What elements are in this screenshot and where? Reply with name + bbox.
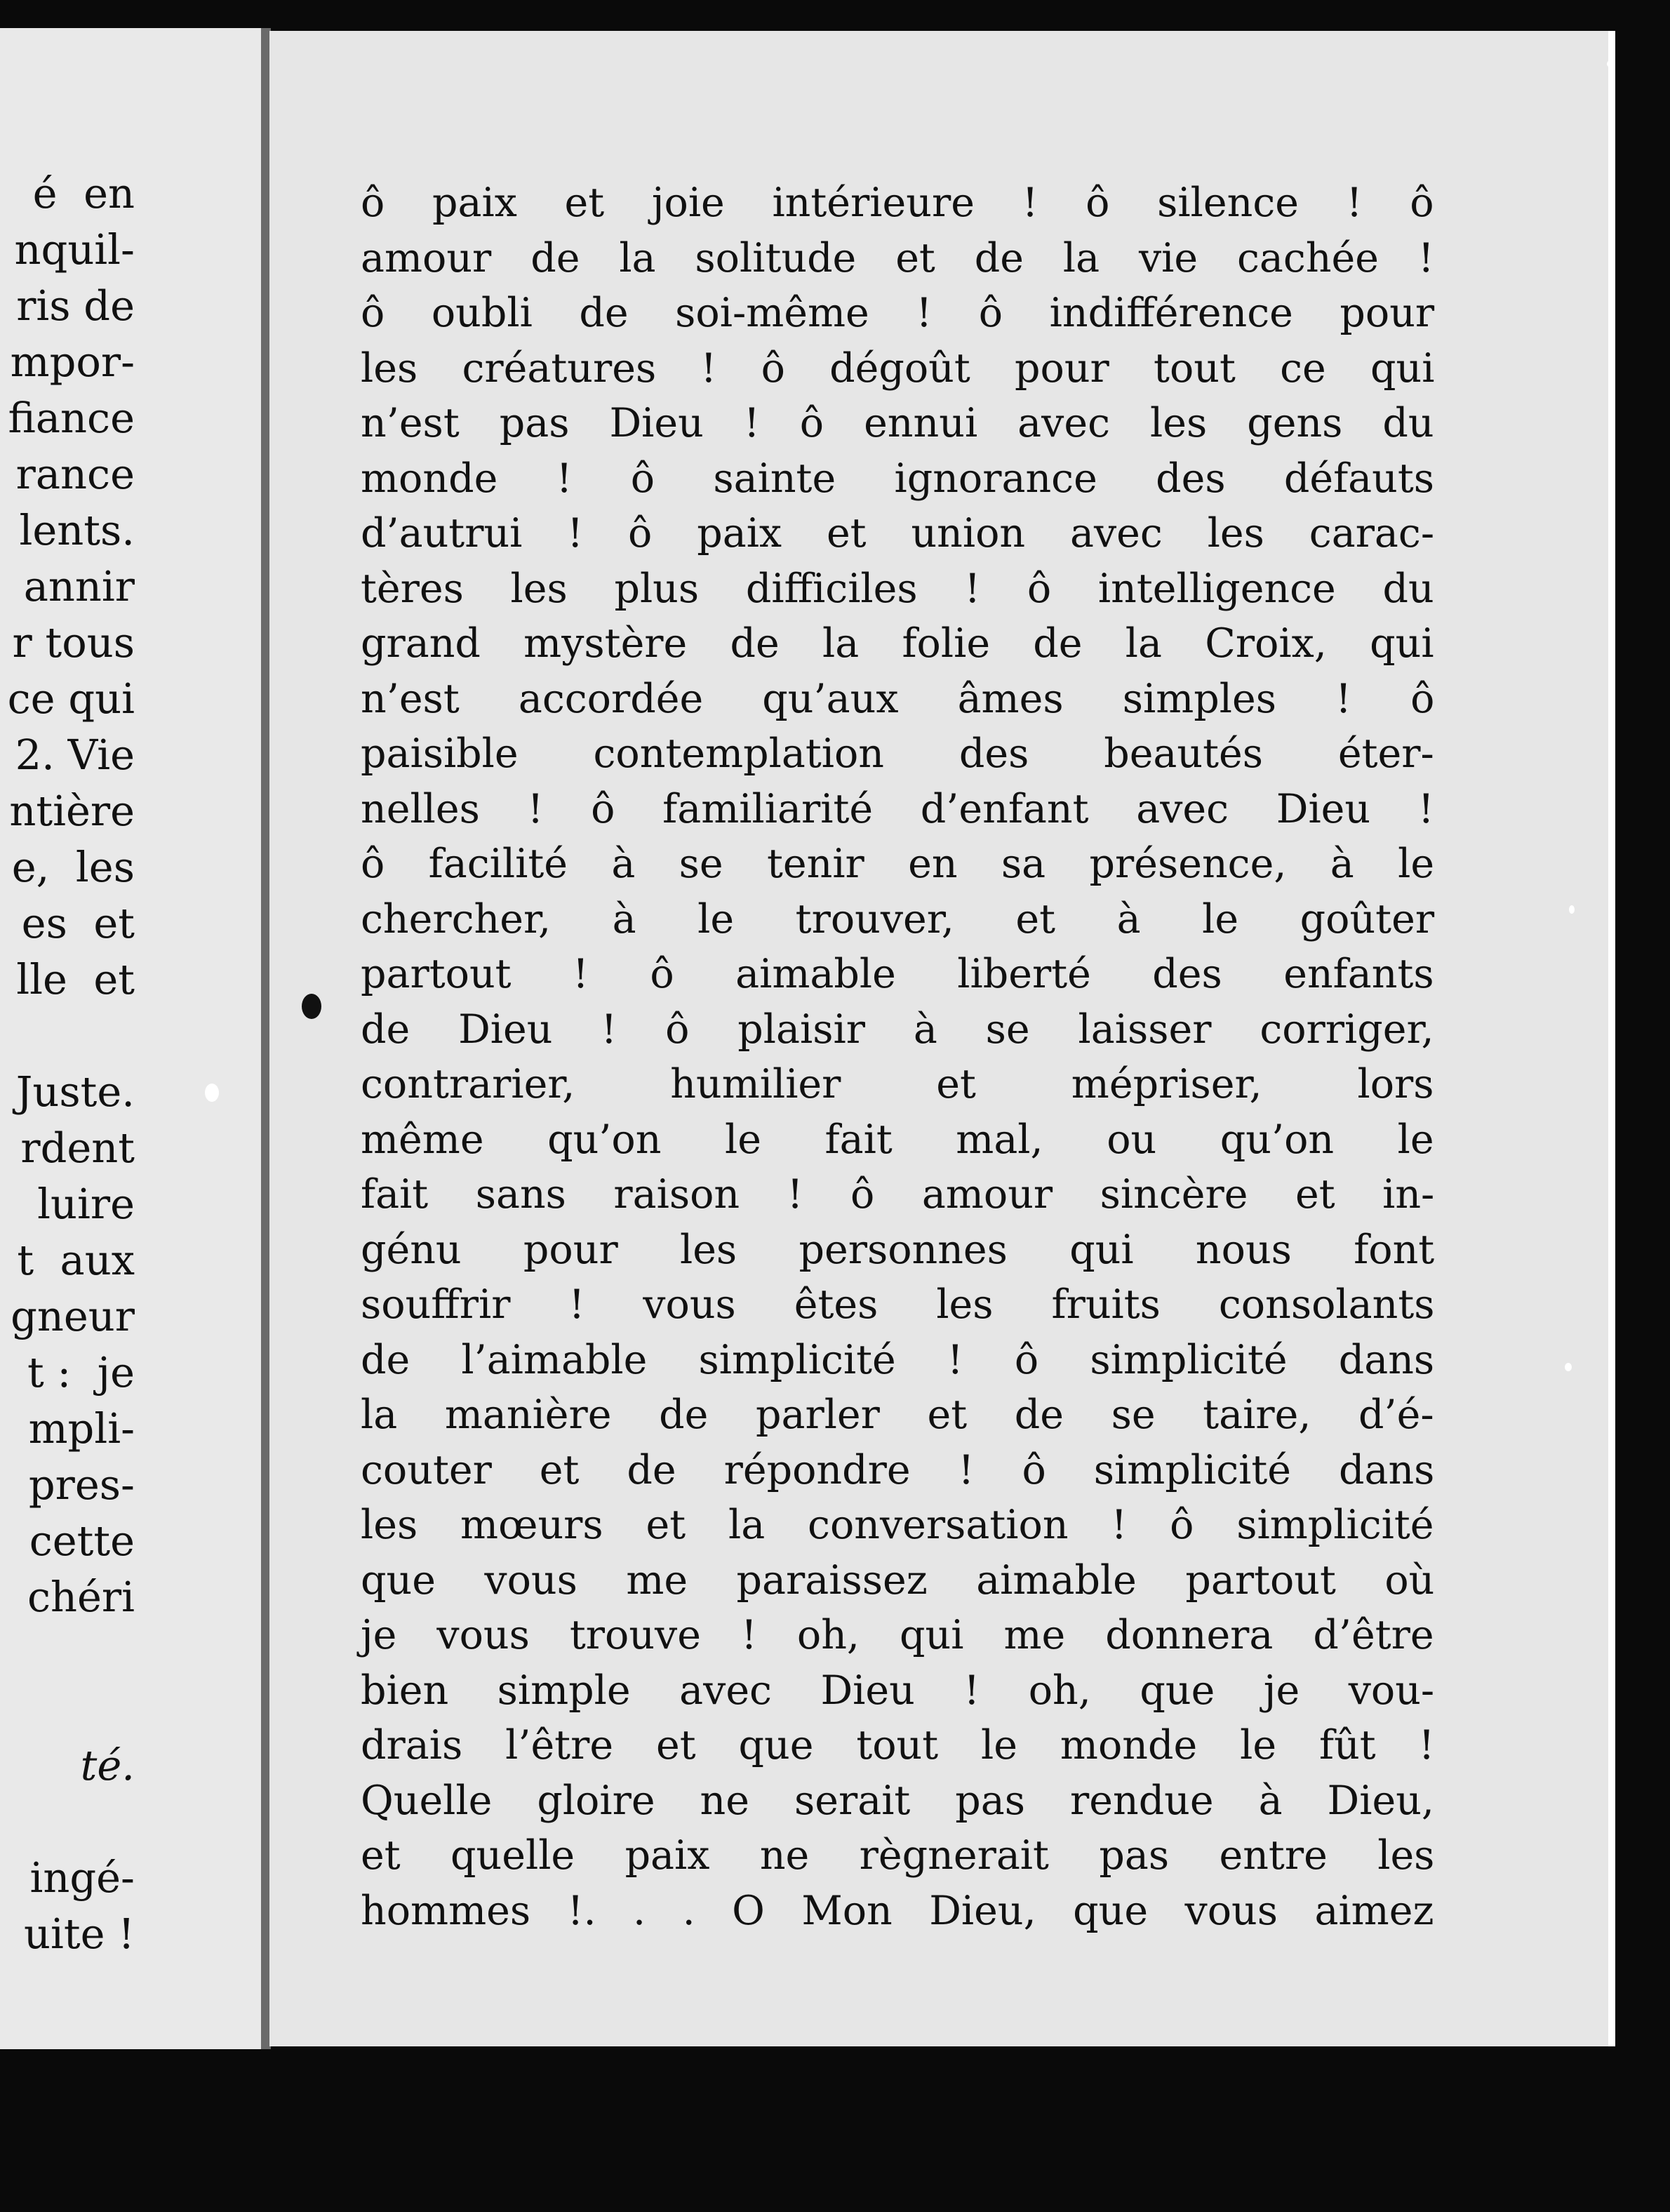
left-page-line: ntière xyxy=(9,787,135,835)
text-line: même qu’on le fait mal, ou qu’on le xyxy=(361,1116,1434,1163)
text-line: d’autrui ! ô paix et union avec les carac- xyxy=(361,510,1435,557)
left-page-line: uite ! xyxy=(24,1910,135,1958)
left-page-line: Juste. xyxy=(15,1067,135,1116)
left-page-line xyxy=(0,1794,135,1850)
text-line: paisible contemplation des beautés éter- xyxy=(361,731,1434,777)
left-page-line: ris de xyxy=(16,281,135,330)
text-line: ô facilité à se tenir en sa présence, à le xyxy=(361,841,1435,887)
text-line: monde ! ô sainte ignorance des défauts xyxy=(361,455,1435,502)
left-page-line: ingé- xyxy=(29,1853,135,1902)
text-line: chercher, à le trouver, et à le goûter xyxy=(361,895,1435,942)
text-line: drais l’être et que tout le monde le fût ! xyxy=(361,1722,1435,1768)
left-page-text xyxy=(0,166,135,1962)
left-page-line: 2. Vie xyxy=(15,731,135,779)
right-page-text-block xyxy=(361,175,1434,1938)
text-line: de Dieu ! ô plaisir à se laisser corriger, xyxy=(361,1006,1434,1053)
left-page-line: annir xyxy=(23,562,135,611)
left-page-line: mpor- xyxy=(10,338,135,386)
left-page-line: gneur xyxy=(11,1292,135,1340)
left-page-line: mpli- xyxy=(28,1404,135,1453)
text-line: grand mystère de la folie de la Croix, qui xyxy=(361,620,1434,667)
text-line: que vous me paraissez aimable partout où xyxy=(361,1557,1435,1604)
text-line: de l’aimable simplicité ! ô simplicité dans xyxy=(361,1336,1435,1383)
text-line: tères les plus difficiles ! ô intelligence du xyxy=(361,565,1434,612)
left-page-line: é en xyxy=(32,169,135,218)
left-page-line: lents. xyxy=(19,506,135,554)
text-line: Quelle gloire ne serait pas rendue à Dieu, xyxy=(361,1777,1435,1824)
text-line: n’est accordée qu’aux âmes simples ! ô xyxy=(361,675,1435,722)
text-line: génu pour les personnes qui nous font xyxy=(361,1226,1435,1273)
text-line: les mœurs et la conversation ! ô simplicité xyxy=(361,1502,1434,1548)
scan-speck xyxy=(1569,905,1575,914)
left-page-line: chéri xyxy=(14,1573,135,1621)
left-page-line: pres- xyxy=(28,1460,135,1509)
left-page-line xyxy=(0,1681,135,1738)
text-line: n’est pas Dieu ! ô ennui avec les gens du xyxy=(361,400,1434,446)
left-page-line: rdent xyxy=(20,1124,135,1172)
left-page-line: rance xyxy=(15,450,135,498)
right-page xyxy=(269,31,1615,2046)
text-line: la manière de parler et de se taire, d’é- xyxy=(361,1392,1434,1438)
left-page-line: té. xyxy=(80,1741,135,1790)
left-page-line: es et xyxy=(21,899,135,947)
text-line: et quelle paix ne règnerait pas entre les xyxy=(361,1832,1435,1879)
text-line: je vous trouve ! oh, qui me donnera d’être xyxy=(361,1612,1434,1658)
left-page-line: t aux xyxy=(17,1236,135,1284)
text-line: ô paix et joie intérieure ! ô silence ! ô xyxy=(361,180,1434,226)
left-page-line: cette xyxy=(15,1517,135,1565)
scan-blemish xyxy=(302,994,321,1019)
scan-speck xyxy=(1565,1363,1572,1371)
left-page-line: lle et xyxy=(16,955,135,1004)
left-page-line: r tous xyxy=(12,618,135,667)
scan-speck xyxy=(205,1084,219,1102)
left-page-line: e, les xyxy=(11,843,135,891)
left-page-line: fiance xyxy=(8,394,135,442)
text-line: hommes !. . . O Mon Dieu, que vous aimez xyxy=(361,1887,1434,1934)
left-page-line: t : je xyxy=(27,1348,135,1397)
text-line: les créatures ! ô dégoût pour tout ce qui xyxy=(361,345,1435,392)
left-page-fragment xyxy=(0,28,261,2049)
text-line: nelles ! ô familiarité d’enfant avec Dieu ! xyxy=(361,785,1434,832)
text-line: bien simple avec Dieu ! oh, que je vou- xyxy=(361,1667,1435,1714)
text-line: couter et de répondre ! ô simplicité dans xyxy=(361,1446,1435,1493)
text-line: souffrir ! vous êtes les fruits consolants xyxy=(361,1281,1435,1328)
text-line: fait sans raison ! ô amour sincère et in- xyxy=(361,1171,1435,1218)
text-line: amour de la solitude et de la vie cachée ! xyxy=(361,234,1434,281)
text-line: ô oubli de soi-même ! ô indifférence pour xyxy=(361,290,1435,336)
scan-speck xyxy=(1607,60,1614,67)
left-page-line: ce qui xyxy=(7,674,135,723)
left-page-line xyxy=(0,1008,135,1064)
left-page-line: luire xyxy=(24,1180,135,1228)
left-page-line xyxy=(0,1625,135,1681)
text-line: contrarier, humilier et mépriser, lors xyxy=(361,1061,1434,1107)
text-line: partout ! ô aimable liberté des enfants xyxy=(361,951,1434,997)
left-page-line: nquil- xyxy=(14,225,135,274)
